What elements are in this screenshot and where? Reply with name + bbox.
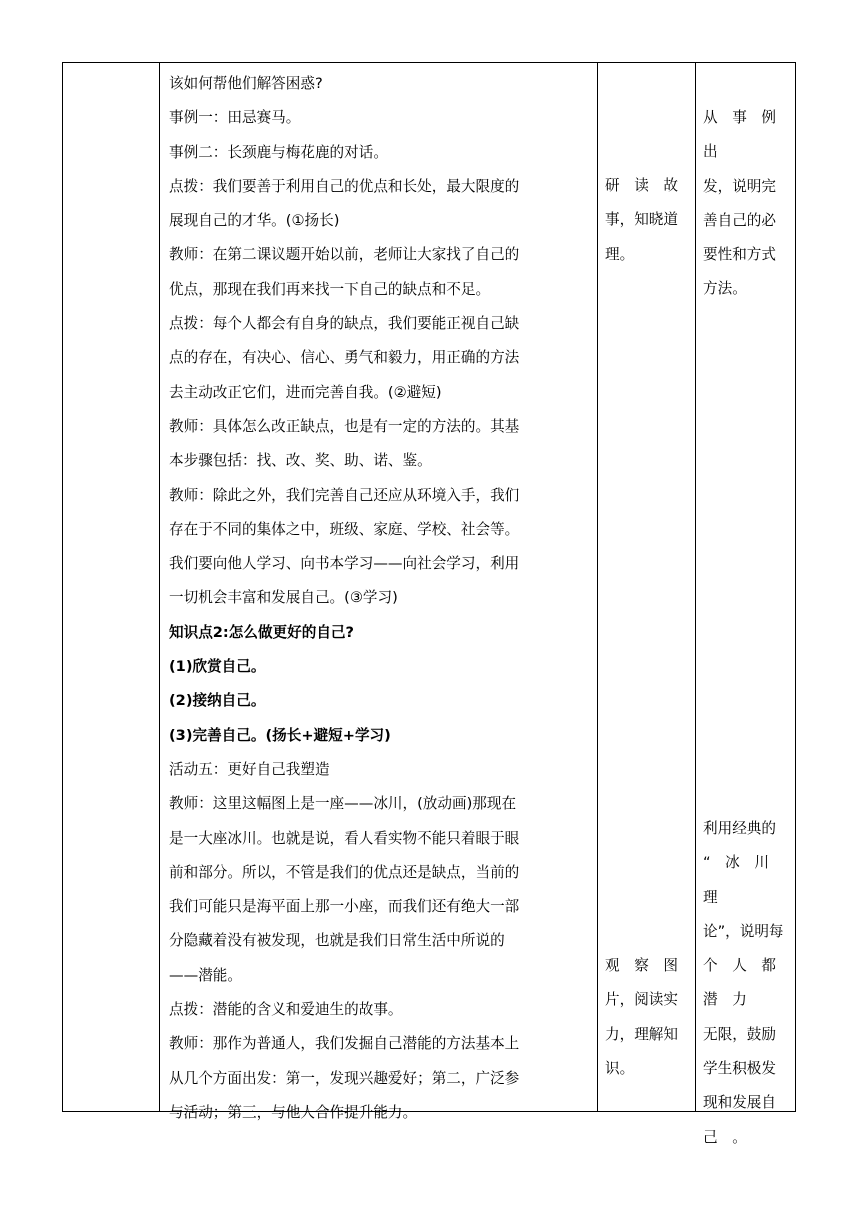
text-line: 活动五：更好自己我塑造 bbox=[169, 760, 330, 778]
design-intent-block-2 bbox=[703, 812, 789, 1155]
text-line: 该如何帮他们解答困惑? bbox=[169, 75, 323, 92]
text-line: 从几个方面出发：第一，发现兴趣爱好；第二，广泛参 bbox=[169, 1069, 520, 1087]
design-intent-line: 无限，鼓励 bbox=[703, 1025, 776, 1043]
text-line: 点的存在，有决心、信心、勇气和毅力，用正确的方法 bbox=[169, 349, 520, 367]
text-line: 展现自己的才华。(①扬长) bbox=[169, 212, 340, 230]
design-intent-block-1 bbox=[703, 101, 789, 307]
design-intent-line: 现和发展自 bbox=[703, 1094, 776, 1112]
student-activity-line: 力，理解知 bbox=[605, 1025, 678, 1043]
design-intent-line: 方法。 bbox=[703, 280, 747, 298]
student-activity-line: 观 察 图 bbox=[605, 957, 678, 974]
text-line: 点拨：我们要善于利用自己的优点和长处，最大限度的 bbox=[169, 177, 520, 195]
design-intent-line: 善自己的必 bbox=[703, 211, 776, 229]
knowledge-point-line: (2)接纳自己。 bbox=[169, 692, 266, 710]
text-line: 教师：除此之外，我们完善自己还应从环境入手，我们 bbox=[169, 486, 520, 504]
text-line: 前和部分。所以，不管是我们的优点还是缺点，当前的 bbox=[169, 863, 520, 881]
design-intent-line: 要性和方式 bbox=[703, 246, 776, 264]
teaching-process-column bbox=[161, 63, 597, 1121]
student-activity-line: 理。 bbox=[605, 245, 635, 263]
text-line: 点拨：潜能的含义和爱迪生的故事。 bbox=[169, 1001, 403, 1019]
text-line: 教师：那作为普通人，我们发掘自己潜能的方法基本上 bbox=[169, 1035, 520, 1053]
text-line: 是一大座冰川。也就是说，看人看实物不能只着眼于眼 bbox=[169, 829, 520, 847]
design-intent-line: 论”，说明每 bbox=[703, 922, 784, 940]
text-line: 本步骤包括：找、改、奖、助、诺、鉴。 bbox=[169, 452, 432, 470]
student-activity-block-1 bbox=[605, 169, 689, 272]
knowledge-point-line: (1)欣赏自己。 bbox=[169, 658, 266, 676]
knowledge-point-line: 知识点2:怎么做更好的自己? bbox=[169, 623, 354, 641]
lesson-plan-table bbox=[62, 62, 796, 1146]
text-line: 我们要向他人学习、向书本学习——向社会学习，利用 bbox=[169, 555, 520, 573]
text-line: 点拨：每个人都会有自身的缺点，我们要能正视自己缺 bbox=[169, 315, 520, 333]
text-line: 教师：在第二课议题开始以前，老师让大家找了自己的 bbox=[169, 246, 520, 264]
student-activity-line: 识。 bbox=[605, 1059, 635, 1077]
design-intent-line: 利用经典的 bbox=[703, 820, 776, 837]
text-line: 一切机会丰富和发展自己。(③学习) bbox=[169, 589, 398, 607]
design-intent-column bbox=[695, 63, 795, 1146]
design-intent-line: 己 。 bbox=[703, 1128, 747, 1146]
design-intent-line: 学生积极发 bbox=[703, 1060, 776, 1078]
student-activity-block-2 bbox=[605, 949, 689, 1086]
text-line: 分隐藏着没有被发现，也就是我们日常生活中所说的 bbox=[169, 932, 505, 950]
design-intent-line: 从 事 例 出 bbox=[703, 109, 791, 161]
text-line: 优点，那现在我们再来找一下自己的缺点和不足。 bbox=[169, 280, 491, 298]
text-line: 事例二：长颈鹿与梅花鹿的对话。 bbox=[169, 143, 388, 161]
student-activity-line: 片，阅读实 bbox=[605, 991, 678, 1009]
text-line: 事例一：田忌赛马。 bbox=[169, 109, 301, 127]
text-line: 我们可能只是海平面上那一小座，而我们还有绝大一部 bbox=[169, 898, 520, 916]
design-intent-line: 发，说明完 bbox=[703, 177, 776, 195]
student-activity-line: 事，知晓道 bbox=[605, 211, 678, 229]
knowledge-point-line: (3)完善自己。(扬长+避短+学习) bbox=[169, 726, 391, 744]
text-line: 去主动改正它们，进而完善自我。(②避短) bbox=[169, 383, 442, 401]
text-line: 教师：这里这幅图上是一座——冰川，(放动画)那现在 bbox=[169, 795, 517, 813]
design-intent-line: “ 冰 川 理 bbox=[703, 854, 784, 906]
text-line: 教师：具体怎么改正缺点，也是有一定的方法的。其基 bbox=[169, 417, 520, 435]
text-line: 与活动；第三，与他人合作提升能力。 bbox=[169, 1103, 418, 1121]
text-line: 存在于不同的集体之中，班级、家庭、学校、社会等。 bbox=[169, 520, 520, 538]
column-divider-1 bbox=[159, 63, 160, 1111]
column-blank bbox=[63, 63, 159, 1111]
student-activity-column bbox=[597, 63, 695, 1111]
design-intent-line: 个 人 都 潜 力 bbox=[703, 957, 791, 1009]
text-line: ——潜能。 bbox=[169, 966, 242, 984]
student-activity-line: 研 读 故 bbox=[605, 177, 678, 194]
